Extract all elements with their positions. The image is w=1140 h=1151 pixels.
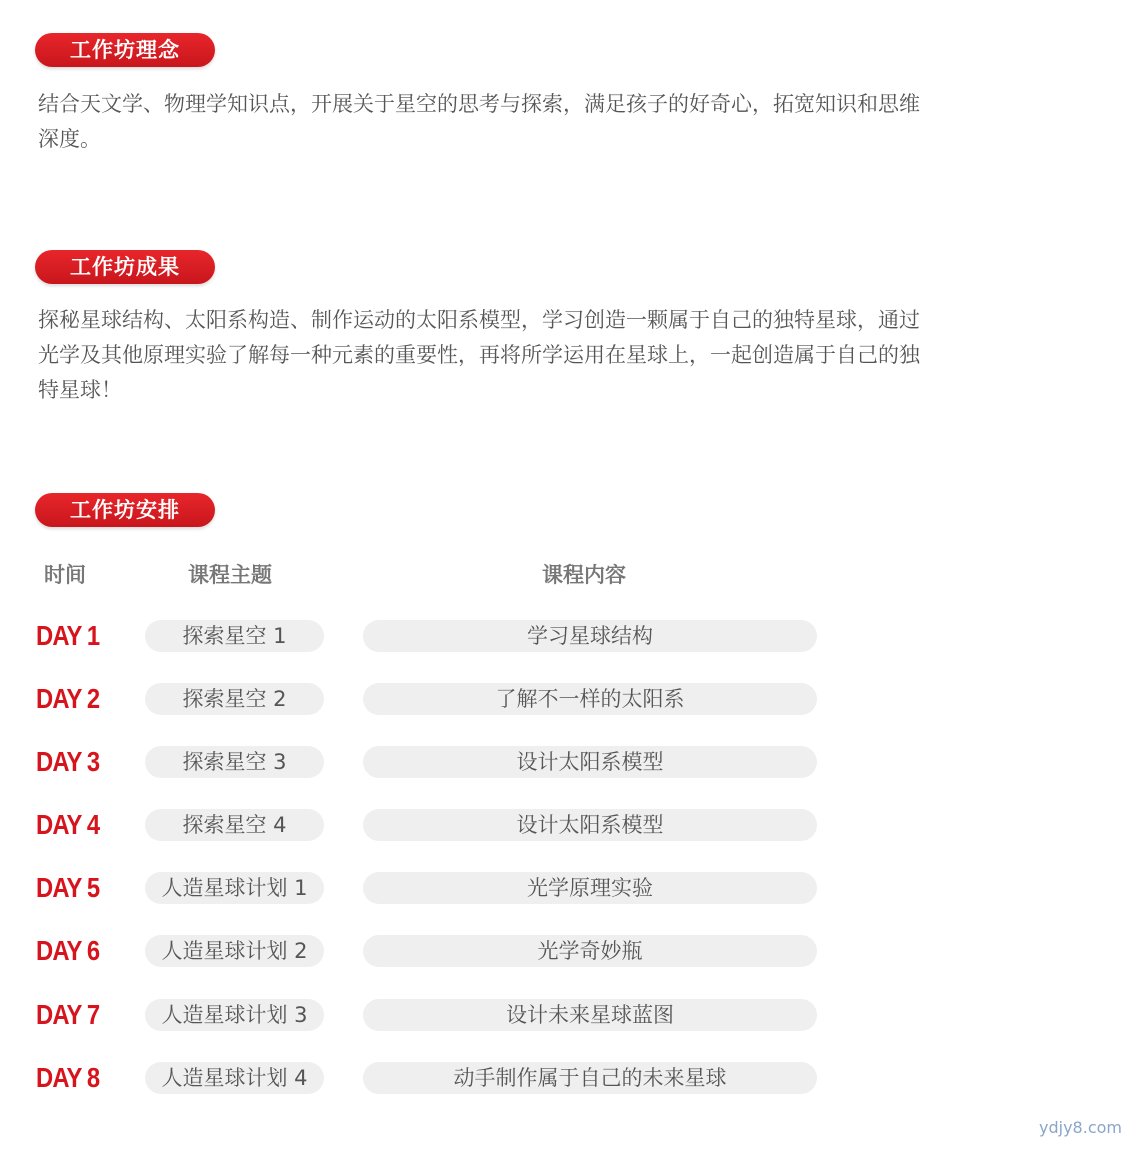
column-header-content: 课程内容 — [542, 563, 626, 587]
section-heading-results: 工作坊成果 — [35, 250, 215, 284]
content-pill: 设计太阳系模型 — [363, 809, 817, 841]
concept-paragraph — [38, 87, 1038, 157]
theme-pill: 人造星球计划 4 — [145, 1062, 324, 1094]
column-header-time: 时间 — [44, 563, 86, 587]
theme-pill: 人造星球计划 1 — [145, 872, 324, 904]
schedule-row — [0, 868, 1140, 908]
results-paragraph — [38, 303, 1038, 408]
results-line-3: 特星球！ — [38, 378, 122, 402]
schedule-row — [0, 805, 1140, 845]
watermark: ydjy8.com — [1039, 1118, 1122, 1137]
schedule-row — [0, 995, 1140, 1035]
schedule-row — [0, 616, 1140, 656]
theme-pill: 人造星球计划 2 — [145, 935, 324, 967]
results-line-1: 探秘星球结构、太阳系构造、制作运动的太阳系模型，学习创造一颗属于自己的独特星球，通过 — [38, 308, 920, 332]
content-pill: 了解不一样的太阳系 — [363, 683, 817, 715]
content-pill: 设计太阳系模型 — [363, 746, 817, 778]
content-pill: 光学奇妙瓶 — [363, 935, 817, 967]
day-label: DAY 3 — [36, 746, 100, 777]
content-pill: 动手制作属于自己的未来星球 — [363, 1062, 817, 1094]
theme-pill: 探索星空 1 — [145, 620, 324, 652]
day-label: DAY 1 — [36, 620, 100, 651]
day-label: DAY 8 — [36, 1062, 100, 1093]
section-heading-concept: 工作坊理念 — [35, 33, 215, 67]
theme-pill: 人造星球计划 3 — [145, 999, 324, 1031]
results-line-2: 光学及其他原理实验了解每一种元素的重要性，再将所学运用在星球上，一起创造属于自己的独 — [38, 343, 920, 367]
schedule-row — [0, 742, 1140, 782]
concept-line-1: 结合天文学、物理学知识点，开展关于星空的思考与探索，满足孩子的好奇心，拓宽知识和思维 — [38, 92, 920, 116]
day-label: DAY 4 — [36, 809, 100, 840]
day-label: DAY 7 — [36, 999, 100, 1030]
theme-pill: 探索星空 4 — [145, 809, 324, 841]
day-label: DAY 6 — [36, 935, 100, 966]
content-pill: 设计未来星球蓝图 — [363, 999, 817, 1031]
schedule-row — [0, 679, 1140, 719]
content-pill: 光学原理实验 — [363, 872, 817, 904]
day-label: DAY 2 — [36, 683, 100, 714]
theme-pill: 探索星空 2 — [145, 683, 324, 715]
column-header-theme: 课程主题 — [188, 563, 272, 587]
section-heading-schedule: 工作坊安排 — [35, 493, 215, 527]
schedule-row — [0, 1058, 1140, 1098]
content-pill: 学习星球结构 — [363, 620, 817, 652]
schedule-row — [0, 931, 1140, 971]
theme-pill: 探索星空 3 — [145, 746, 324, 778]
concept-line-2: 深度。 — [38, 127, 101, 151]
day-label: DAY 5 — [36, 872, 100, 903]
